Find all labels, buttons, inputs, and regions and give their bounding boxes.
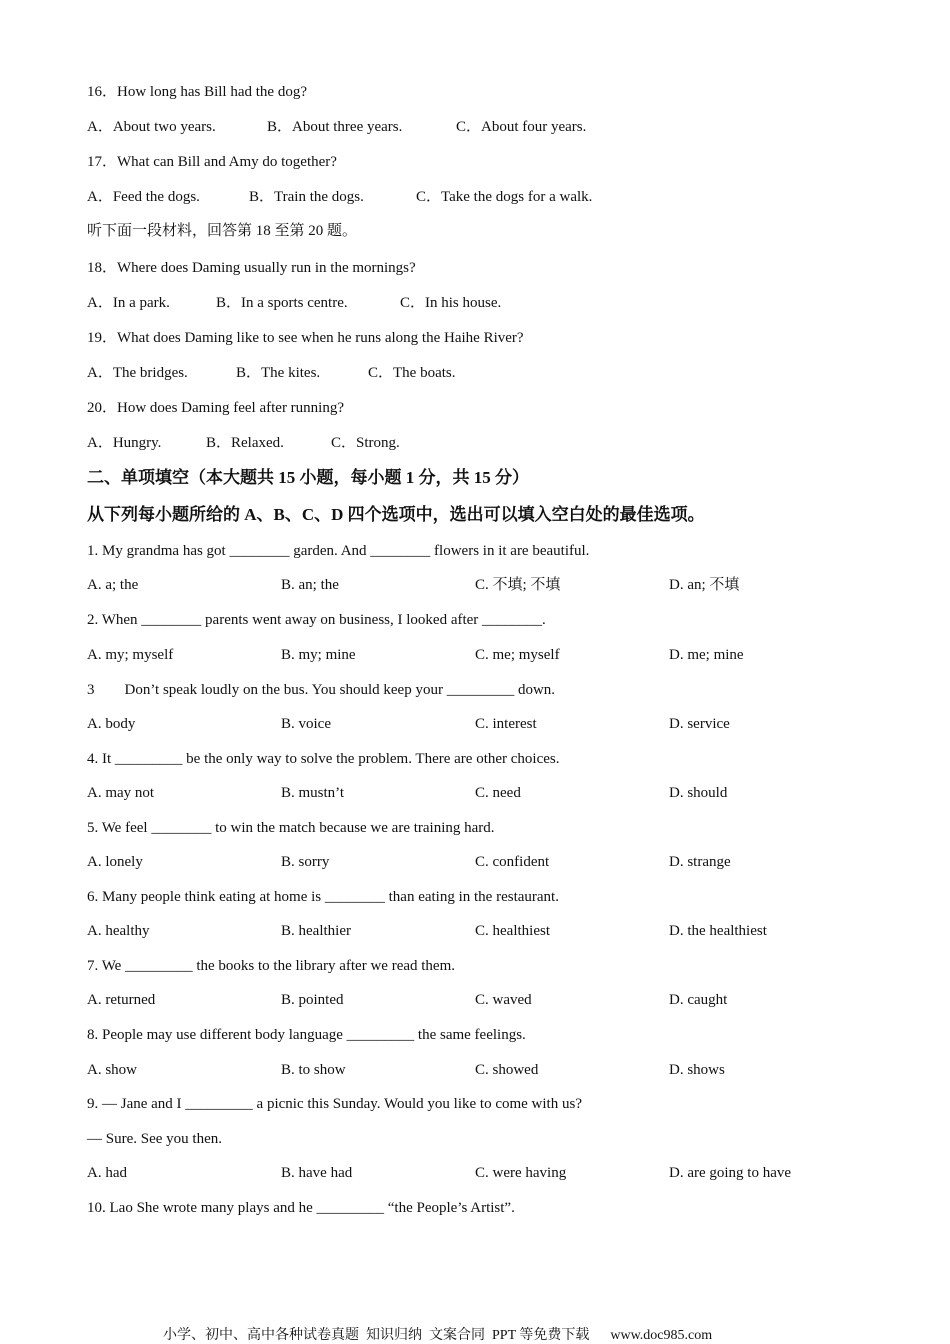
mc-3-option-d: D. service: [669, 716, 730, 732]
mc-question-6: 6. Many people think eating at home is ________ than eating in the restaurant.: [87, 889, 559, 905]
mc-2-option-a: A. my; myself: [87, 647, 174, 663]
mc-8-option-d: D. shows: [669, 1062, 725, 1078]
mc-question-10: 10. Lao She wrote many plays and he _________ “the People’s Artist”.: [87, 1200, 515, 1216]
mc-1-option-b: B. an; the: [281, 577, 339, 593]
question-19: 19．What does Daming like to see when he runs along the Haihe River?: [87, 330, 524, 346]
option-16-a: A．About two years.: [87, 119, 216, 135]
mc-4-option-d: D. should: [669, 785, 728, 801]
mc-question-3: 3 Don’t speak loudly on the bus. You should keep your _________ down.: [87, 682, 556, 698]
mc-6-option-c: C. healthiest: [475, 923, 550, 939]
page-footer: 小学、初中、高中各种试卷真题 知识归纳 文案合同 PPT 等免费下载 www.doc985.com: [163, 1328, 713, 1343]
mc-9-option-a: A. had: [87, 1165, 127, 1181]
mc-question-8: 8. People may use different body language _________ the same feelings.: [87, 1027, 526, 1043]
option-16-c: C．About four years.: [456, 119, 587, 135]
mc-question-2: 2. When ________ parents went away on business, I looked after ________.: [87, 612, 546, 628]
mc-6-option-d: D. the healthiest: [669, 923, 767, 939]
question-18: 18．Where does Daming usually run in the mornings?: [87, 260, 416, 276]
option-19-b: B．The kites.: [236, 365, 321, 381]
mc-9-reply: — Sure. See you then.: [87, 1131, 222, 1147]
mc-5-option-d: D. strange: [669, 854, 731, 870]
mc-2-option-c: C. me; myself: [475, 647, 560, 663]
option-18-a: A．In a park.: [87, 295, 170, 311]
mc-4-option-b: B. mustn’t: [281, 785, 345, 801]
mc-2-option-b: B. my; mine: [281, 647, 356, 663]
instruction-18-20: 听下面一段材料，回答第 18 至第 20 题。: [87, 223, 358, 239]
mc-8-option-a: A. show: [87, 1062, 138, 1078]
mc-5-option-c: C. confident: [475, 854, 550, 870]
question-17: 17．What can Bill and Amy do together?: [87, 154, 337, 170]
mc-3-option-a: A. body: [87, 716, 136, 732]
mc-7-option-b: B. pointed: [281, 992, 344, 1008]
mc-8-option-b: B. to show: [281, 1062, 346, 1078]
mc-9-option-c: C. were having: [475, 1165, 567, 1181]
mc-9-option-b: B. have had: [281, 1165, 353, 1181]
mc-4-option-c: C. need: [475, 785, 521, 801]
mc-4-option-a: A. may not: [87, 785, 155, 801]
mc-7-option-a: A. returned: [87, 992, 156, 1008]
mc-question-1: 1. My grandma has got ________ garden. And ________ flowers in it are beautiful.: [87, 543, 590, 559]
question-20: 20．How does Daming feel after running?: [87, 400, 345, 416]
option-17-c: C．Take the dogs for a walk.: [416, 189, 593, 205]
mc-question-7: 7. We _________ the books to the library after we read them.: [87, 958, 455, 974]
option-18-b: B．In a sports centre.: [216, 295, 348, 311]
mc-6-option-b: B. healthier: [281, 923, 351, 939]
mc-3-option-b: B. voice: [281, 716, 331, 732]
question-16: 16．How long has Bill had the dog?: [87, 84, 307, 100]
option-17-b: B．Train the dogs.: [249, 189, 364, 205]
mc-1-option-a: A. a; the: [87, 577, 139, 593]
mc-5-option-b: B. sorry: [281, 854, 330, 870]
mc-8-option-c: C. showed: [475, 1062, 539, 1078]
mc-1-option-d: D. an; 不填: [669, 577, 740, 593]
mc-3-option-c: C. interest: [475, 716, 537, 732]
section-2-title: 二、单项填空（本大题共 15 小题，每小题 1 分，共 15 分）: [87, 468, 529, 487]
option-20-b: B．Relaxed.: [206, 435, 284, 451]
mc-5-option-a: A. lonely: [87, 854, 143, 870]
option-16-b: B．About three years.: [267, 119, 403, 135]
option-19-a: A．The bridges.: [87, 365, 188, 381]
option-20-a: A．Hungry.: [87, 435, 162, 451]
mc-7-option-c: C. waved: [475, 992, 532, 1008]
option-17-a: A．Feed the dogs.: [87, 189, 200, 205]
mc-7-option-d: D. caught: [669, 992, 728, 1008]
mc-1-option-c: C. 不填; 不填: [475, 577, 561, 593]
option-18-c: C．In his house.: [400, 295, 502, 311]
section-2-instruction: 从下列每小题所给的 A、B、C、D 四个选项中，选出可以填入空白处的最佳选项。: [87, 505, 705, 524]
mc-question-4: 4. It _________ be the only way to solve the problem. There are other choices.: [87, 751, 560, 767]
mc-6-option-a: A. healthy: [87, 923, 150, 939]
mc-2-option-d: D. me; mine: [669, 647, 744, 663]
mc-9-option-d: D. are going to have: [669, 1165, 792, 1181]
option-20-c: C．Strong.: [331, 435, 400, 451]
mc-question-5: 5. We feel ________ to win the match because we are training hard.: [87, 820, 495, 836]
option-19-c: C．The boats.: [368, 365, 456, 381]
mc-question-9: 9. — Jane and I _________ a picnic this Sunday. Would you like to come with us?: [87, 1096, 582, 1112]
